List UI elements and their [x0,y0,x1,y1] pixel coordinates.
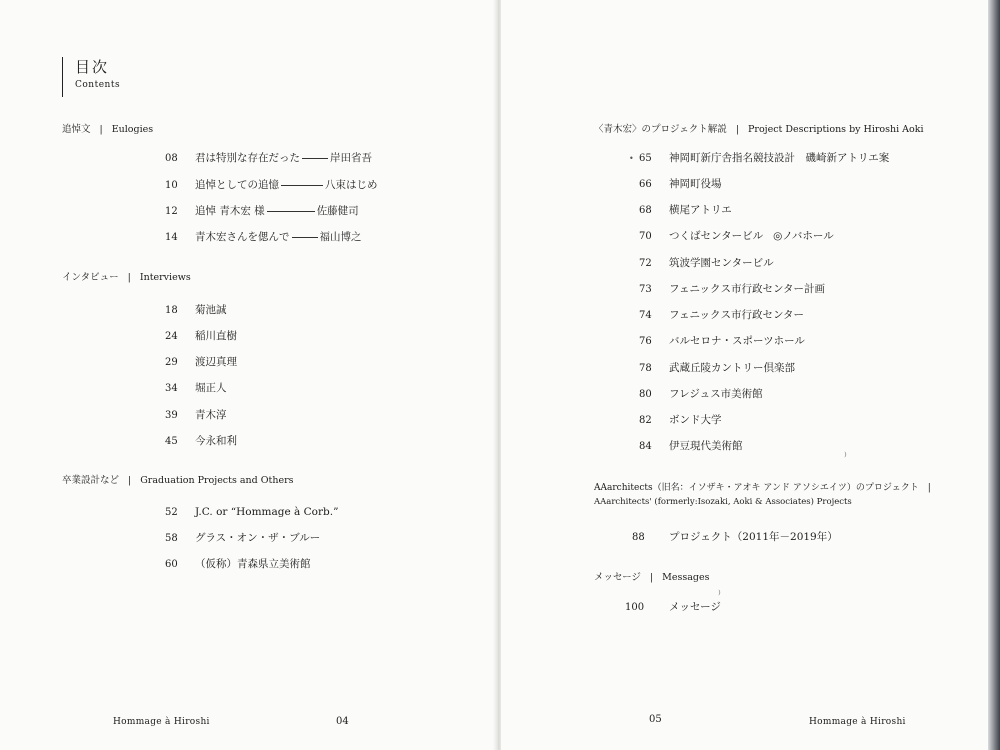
toc-entry[interactable] [639,361,795,376]
section-title-en: Graduation Projects and Others [140,475,294,486]
entry-author: 岸田省吾 [330,152,372,164]
section-title-jp: メッセージ [594,572,641,583]
page-ref: 52 [165,507,178,518]
section-aaarchitects-heading [594,480,940,493]
entry-title: 武蔵丘陵カントリー倶楽部 [669,362,795,374]
section-projects-heading [594,121,924,135]
page-ref: 14 [165,232,178,243]
toc-entry[interactable] [165,151,372,166]
section-title-jp: インタビュー [62,272,119,283]
page-ref: 65 [639,153,652,164]
toc-entry[interactable] [639,229,834,244]
toc-entry[interactable] [639,256,774,271]
page-number: 05 [649,714,662,725]
entry-title: （仮称）青森県立美術館 [195,558,311,570]
page-ref: 74 [639,310,652,321]
entry-author: 八束はじめ [325,179,378,191]
entry-title: 今永和利 [195,435,237,447]
toc-entry[interactable] [632,530,838,545]
toc-entry[interactable] [165,303,227,318]
toc-entry[interactable] [165,408,227,423]
entry-title: フレジュス市美術館 [669,388,763,400]
section-title-en: Project Descriptions by Hiroshi Aoki [748,124,924,135]
page-ref: 60 [165,559,178,570]
entry-title: バルセロナ・スポーツホール [669,335,805,347]
entry-suffix: ノバホール [782,230,834,242]
page-ref: 66 [639,179,652,190]
entry-title: J.C. or “Hommage à Corb.” [195,506,339,518]
entry-title: メッセージ [669,601,721,613]
toc-entry[interactable] [165,355,237,370]
toc-entry[interactable] [639,334,805,349]
entry-title: フェニックス市行政センター計画 [669,283,826,295]
page-ref: 73 [639,284,652,295]
leader-line [292,237,318,238]
entry-title: 菊池誠 [195,304,227,316]
stray-mark: ⁾ [718,588,721,601]
section-title-jp: 追悼文 [62,124,91,135]
page-ref: 76 [639,336,652,347]
page-subtitle: Contents [75,80,121,90]
separator: | [99,124,103,135]
section-title-en: Interviews [139,272,191,283]
section-title-en: Eulogies [111,124,154,135]
page-ref: 58 [165,533,178,544]
entry-title: 神岡町新庁舎指名競技設計 磯崎新アトリエ案 [669,152,890,164]
entry-title: つくばセンタービル [669,230,764,242]
page-ref: 72 [639,258,652,269]
toc-entry[interactable] [165,557,311,572]
entry-title: フェニックス市行政センター [669,309,805,321]
page-ref: 34 [165,383,178,394]
page-ref: 68 [639,205,652,216]
toc-entry[interactable] [165,329,237,344]
toc-entry[interactable] [165,381,227,396]
contents-title-block [62,57,120,97]
entry-title: 渡辺真理 [195,356,237,368]
page-ref: 10 [165,180,178,191]
entry-title: 君は特別な存在だった [195,152,300,164]
leader-line [302,158,328,159]
entry-title: 筑波学園センタービル [669,257,774,269]
toc-entry[interactable] [639,282,825,297]
entry-title: 堀正人 [195,382,227,394]
section-title-jp: 〈青木宏〉のプロジェクト解説 [594,124,727,135]
toc-entry[interactable] [625,600,721,615]
toc-entry[interactable] [639,177,722,192]
toc-entry[interactable] [639,387,763,402]
page-ref: 78 [639,363,652,374]
toc-entry[interactable] [165,230,362,245]
toc-entry[interactable] [639,439,743,454]
separator: | [927,483,931,493]
entry-title: プロジェクト（2011年－2019年） [669,531,838,543]
toc-entry[interactable] [639,413,722,428]
section-aaarchitects-heading-en: AAarchitects' (formerly:Isozaki, Aoki & Associates) Projects [594,497,852,507]
toc-entry[interactable] [639,151,889,166]
page-ref: 18 [165,305,178,316]
section-eulogies-heading [62,121,153,135]
separator: | [735,124,740,135]
entry-title: 伊豆現代美術館 [669,440,743,452]
page-ref: 82 [639,415,652,426]
toc-entry[interactable] [165,434,237,449]
running-footer: Hommage à Hiroshi [113,717,210,727]
page-title: 目次 [75,58,110,76]
section-title-jp: 卒業設計など [62,475,120,486]
section-graduation-heading [62,472,294,486]
section-title-en: Messages [662,572,710,583]
entry-title: 神岡町役場 [669,178,722,190]
toc-entry[interactable] [165,531,320,546]
entry-author: 佐藤健司 [316,205,359,217]
right-page [501,0,990,750]
toc-entry[interactable] [639,203,732,218]
page-number: 04 [336,716,349,727]
entry-title: 青木淳 [195,409,227,421]
toc-entry[interactable] [165,204,359,219]
stray-dot: • [629,154,634,163]
section-interviews-heading [62,269,191,283]
entry-title: ボンド大学 [669,414,722,426]
separator: | [649,572,654,583]
toc-entry[interactable] [165,505,338,520]
entry-title: 青木宏さんを偲んで [195,231,290,243]
page-ref: 12 [165,206,178,217]
running-footer: Hommage à Hiroshi [809,717,906,727]
entry-title: 横尾アトリエ [669,204,732,216]
page-ref: 24 [165,331,178,342]
entry-title: 追悼としての追憶 [195,179,279,191]
page-ref: 88 [632,532,645,543]
section-title-jp: AAarchitects（旧名：イソザキ・アオキ アンド アソシエイツ）のプロジェクト [594,483,919,493]
entry-author: 福山博之 [319,231,362,243]
stray-mark: ⁾ [844,450,847,463]
entry-title: 追悼 青木宏 様 [195,205,265,217]
book-edge-shadow [988,0,1000,750]
section-messages-heading [594,569,709,583]
separator: | [128,475,132,486]
toc-entry[interactable] [639,308,804,323]
leader-line [281,185,323,186]
page-ref: 29 [165,357,178,368]
entry-title: 稲川直樹 [195,330,237,342]
page-ref: 45 [165,436,178,447]
page-ref: 100 [625,602,645,613]
separator: | [127,272,131,283]
page-ref: 80 [639,389,652,400]
left-page [0,0,496,750]
page-ref: 08 [165,153,178,164]
toc-entry[interactable] [165,178,378,193]
page-ref: 84 [639,441,652,452]
double-circle-icon: ◎ [773,230,783,242]
leader-line [267,211,315,212]
page-ref: 70 [639,231,652,242]
entry-title: グラス・オン・ザ・ブルー [195,532,321,544]
page-ref: 39 [165,410,178,421]
